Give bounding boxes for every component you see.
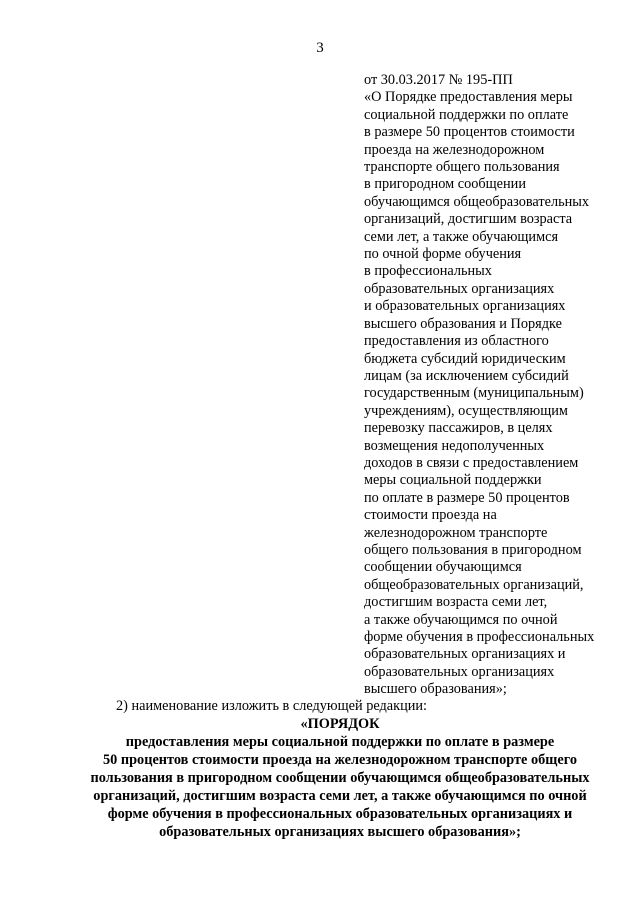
title-line: пользования в пригородном сообщении обучающимся общеобразовательных	[90, 770, 590, 786]
header-line: в профессиональных	[364, 263, 492, 280]
header-line: учреждениям), осуществляющим	[364, 402, 568, 419]
header-line: «О Порядке предоставления меры	[364, 89, 573, 106]
header-line: предоставления из областного	[364, 333, 549, 350]
page-number: 3	[316, 40, 324, 56]
header-line: достигшим возраста семи лет,	[364, 594, 548, 611]
header-line: организаций, достигшим возраста	[364, 211, 573, 228]
header-line: в размере 50 процентов стоимости	[364, 124, 575, 141]
title-line: организаций, достигшим возраста семи лет, а также обучающимся по очной	[93, 788, 587, 804]
header-line: и образовательных организациях	[364, 298, 566, 315]
header-line: бюджета субсидий юридическим	[364, 350, 566, 367]
header-line: в пригородном сообщении	[364, 176, 526, 193]
header-line: сообщении обучающимся	[364, 559, 522, 576]
header-line: доходов в связи с предоставлением	[364, 454, 579, 471]
header-line: социальной поддержки по оплате	[364, 106, 569, 123]
title-block	[60, 715, 620, 841]
header-line: семи лет, а также обучающимся	[364, 228, 559, 245]
header-line: общеобразовательных организаций,	[364, 576, 584, 593]
header-line: общего пользования в пригородном	[364, 541, 582, 558]
header-line: высшего образования»;	[364, 681, 507, 698]
title-heading: «ПОРЯДОК	[300, 716, 380, 732]
header-line: образовательных организациях	[364, 280, 555, 297]
header-line: а также обучающимся по очной	[364, 611, 558, 628]
title-line: образовательных организациях высшего образования»;	[159, 824, 521, 840]
title-line: 50 процентов стоимости проезда на железнодорожном транспорте общего	[103, 752, 577, 768]
header-line: транспорте общего пользования	[364, 159, 560, 176]
header-line: образовательных организациях	[364, 663, 555, 680]
header-line: форме обучения в профессиональных	[364, 629, 595, 645]
header-line: стоимости проезда на	[364, 507, 497, 524]
header-line: проезда на железнодорожном	[364, 141, 545, 158]
header-reference-block	[364, 72, 624, 699]
header-line: высшего образования и Порядке	[364, 315, 562, 332]
header-line: перевозку пассажиров, в целях	[364, 420, 553, 437]
title-line: форме обучения в профессиональных образовательных организациях и	[107, 806, 573, 822]
amendment-paragraph: 2) наименование изложить в следующей редакции:	[116, 698, 427, 714]
title-line: предоставления меры социальной поддержки по оплате в размере	[125, 734, 555, 750]
header-line: государственным (муниципальным)	[364, 385, 584, 402]
header-line: возмещения недополученных	[364, 437, 545, 454]
header-line: по оплате в размере 50 процентов	[364, 489, 570, 506]
header-line: по очной форме обучения	[364, 246, 522, 263]
header-line: от 30.03.2017 № 195-ПП	[364, 72, 513, 88]
header-line: железнодорожном транспорте	[364, 524, 548, 541]
header-line: обучающимся общеобразовательных	[364, 193, 590, 210]
header-line: лицам (за исключением субсидий	[364, 367, 569, 384]
header-line: меры социальной поддержки	[364, 472, 542, 489]
header-line: образовательных организациях и	[364, 646, 566, 663]
